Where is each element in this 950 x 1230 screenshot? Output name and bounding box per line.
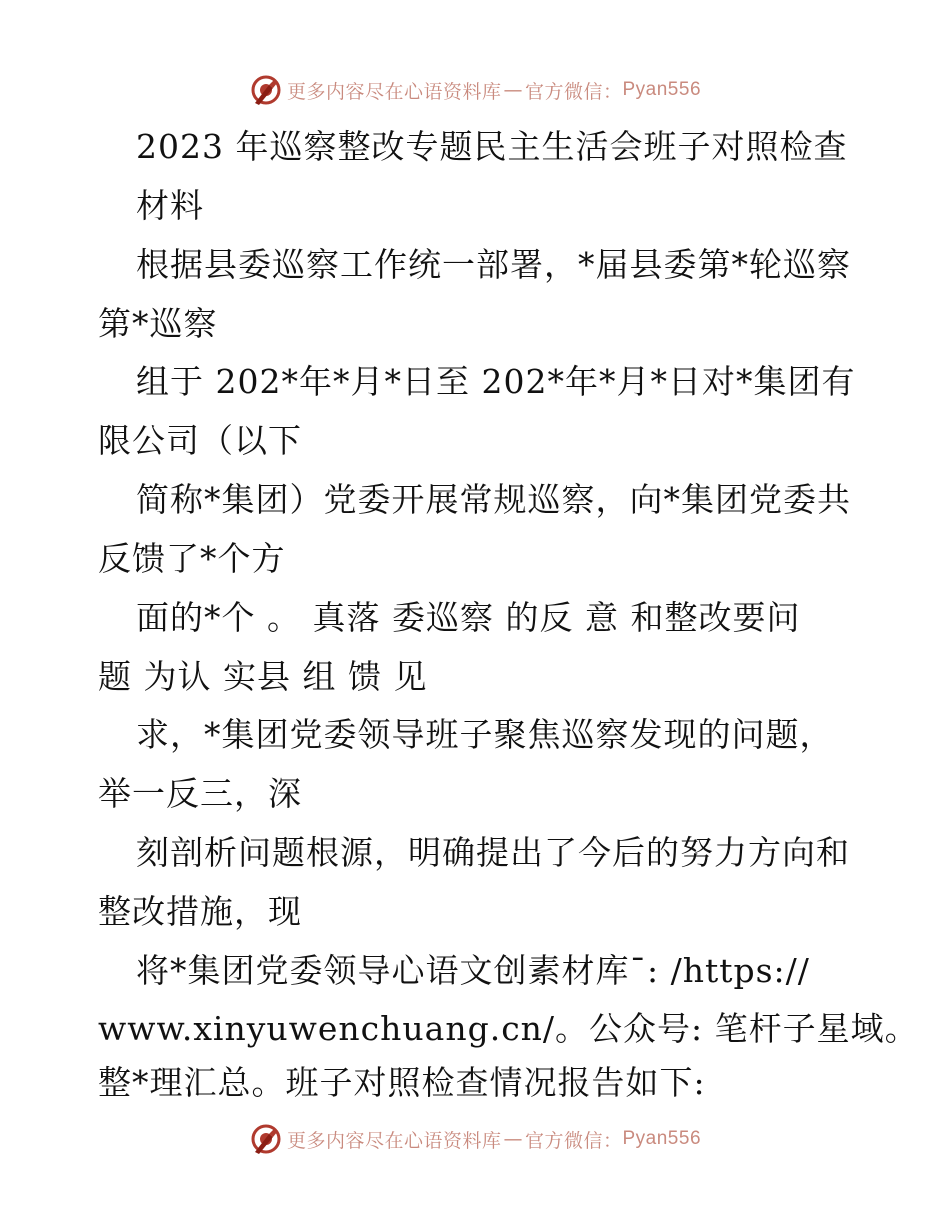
doc-line: 反馈了*个方 <box>98 539 286 578</box>
watermark-separator: — <box>503 79 523 101</box>
doc-line: 材料 <box>136 186 204 225</box>
watermark-wechat-id: Pyan556 <box>622 1128 702 1149</box>
doc-line: www.xinyuwenchuang.cn/。公众号: 笔杆子星域。 <box>98 1009 919 1048</box>
watermark-wechat-id: Pyan556 <box>622 79 702 100</box>
pen-logo-icon <box>249 1122 283 1156</box>
watermark-separator: — <box>503 1128 523 1150</box>
doc-line: 举一反三，深 <box>98 774 302 813</box>
doc-line: 刻剖析问题根源，明确提出了今后的努力方向和 <box>136 833 850 872</box>
doc-line: 组于 202*年*月*日至 202*年*月*日对*集团有 <box>136 362 856 401</box>
watermark-main-text: 更多内容尽在心语资料库 <box>286 1129 502 1152</box>
doc-line: 整*理汇总。班子对照检查情况报告如下: <box>98 1063 706 1102</box>
watermark-label: 官方微信： <box>524 80 623 103</box>
watermark-label: 官方微信： <box>524 1129 623 1152</box>
doc-line: 整改措施，现 <box>98 892 302 931</box>
doc-line: 求，*集团党委领导班子聚焦巡察发现的问题， <box>136 715 834 754</box>
doc-line: 简称*集团）党委开展常规巡察，向*集团党委共 <box>136 480 851 519</box>
doc-line: 2023 年巡察整改专题民主生活会班子对照检查 <box>136 127 848 166</box>
watermark-footer <box>0 1119 950 1159</box>
doc-line: 第*巡察 <box>98 304 218 343</box>
doc-line: 将*集团党委领导心语文创素材库¯: /https:// <box>136 951 810 990</box>
watermark-main-text: 更多内容尽在心语资料库 <box>286 80 502 103</box>
doc-line: 限公司（以下 <box>98 421 302 460</box>
doc-line: 面的*个 。 真落 委巡察 的反 意 和整改要问 <box>136 598 801 637</box>
doc-line: 根据县委巡察工作统一部署，*届县委第*轮巡察 <box>136 245 851 284</box>
doc-line: 题 为认 实县 组 馈 见 <box>98 657 428 696</box>
